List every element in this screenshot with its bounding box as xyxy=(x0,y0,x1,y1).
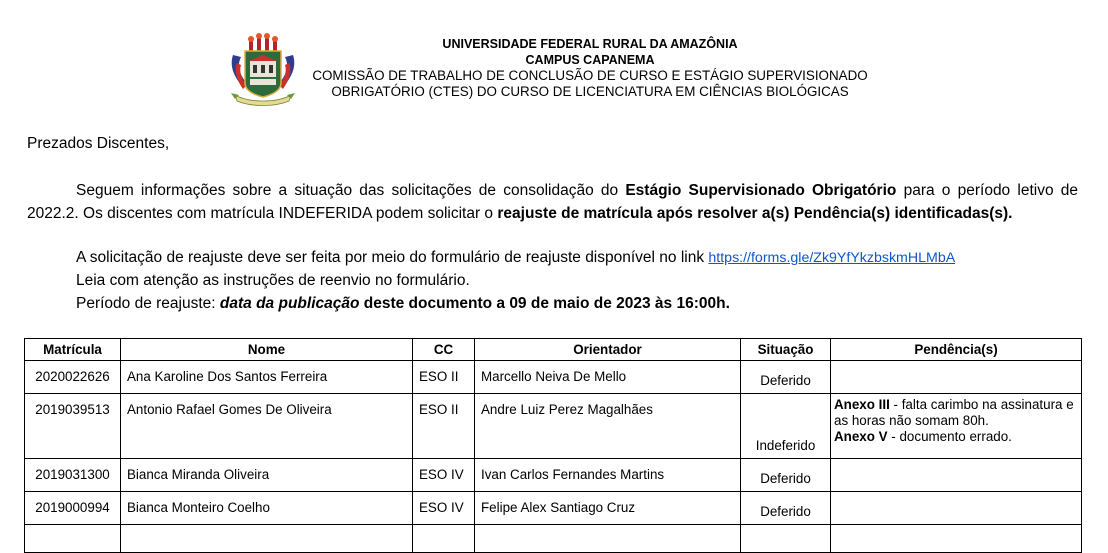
cell-matricula: 2019039513 xyxy=(25,394,121,459)
intro-text-1: Seguem informações sobre a situação das solicitações de consolidação do xyxy=(76,182,626,199)
pendencia-item xyxy=(834,397,1078,429)
cell-empty xyxy=(25,525,121,553)
commission-name-line2: OBRIGATÓRIO (CTES) DO CURSO DE LICENCIATURA EM CIÊNCIAS BIOLÓGICAS xyxy=(331,83,849,99)
cell-nome: Ana Karoline Dos Santos Ferreira xyxy=(121,361,413,394)
adjustment-period xyxy=(76,295,730,313)
commission-name-line1: COMISSÃO DE TRABALHO DE CONCLUSÃO DE CURSO E ESTÁGIO SUPERVISIONADO xyxy=(312,68,868,83)
cell-orientador: Felipe Alex Santiago Cruz xyxy=(475,492,741,525)
col-header-cc: CC xyxy=(413,339,475,361)
cell-situacao: Deferido xyxy=(741,492,831,525)
cell-orientador: Andre Luiz Perez Magalhães xyxy=(475,394,741,459)
cell-orientador: Marcello Neiva De Mello xyxy=(475,361,741,394)
cell-situacao: Indeferido xyxy=(741,394,831,459)
pendencia-label: Anexo V xyxy=(834,429,888,444)
form-instruction-text: A solicitação de reajuste deve ser feita por meio do formulário de reajuste disponível no link xyxy=(76,249,709,266)
cell-cc: ESO IV xyxy=(413,459,475,492)
cell-empty xyxy=(121,525,413,553)
cell-pendencias xyxy=(831,361,1082,394)
university-name: UNIVERSIDADE FEDERAL RURAL DA AMAZÔNIA xyxy=(442,37,738,51)
col-header-matricula: Matrícula xyxy=(25,339,121,361)
table-row xyxy=(25,492,1082,525)
cell-situacao: Deferido xyxy=(741,459,831,492)
form-link[interactable]: https://forms.gle/Zk9YfYkzbskmHLMbA xyxy=(708,250,956,266)
intro-bold-1: Estágio Supervisionado Obrigatório xyxy=(625,182,897,199)
intro-bold-2: reajuste de matrícula após resolver a(s) Pendência(s) identificadas(s). xyxy=(497,205,1013,222)
period-start: data da publicação xyxy=(219,295,360,312)
pendencia-item xyxy=(834,429,1078,445)
cell-nome: Antonio Rafael Gomes De Oliveira xyxy=(121,394,413,459)
cell-pendencias xyxy=(831,459,1082,492)
cell-pendencias xyxy=(831,492,1082,525)
intro-paragraph xyxy=(27,179,1078,225)
coat-of-arms-icon xyxy=(229,33,297,107)
col-header-orientador: Orientador xyxy=(475,339,741,361)
campus-name: CAMPUS CAPANEMA xyxy=(525,52,655,67)
cell-empty xyxy=(475,525,741,553)
cell-situacao: Deferido xyxy=(741,361,831,394)
cell-nome: Bianca Monteiro Coelho xyxy=(121,492,413,525)
table-row xyxy=(25,459,1082,492)
period-end: deste documento a 09 de maio de 2023 às 16:00h. xyxy=(359,295,730,312)
col-header-situacao: Situação xyxy=(741,339,831,361)
cell-empty xyxy=(831,525,1082,553)
pendencia-text: - documento errado. xyxy=(887,429,1012,444)
cell-cc: ESO II xyxy=(413,361,475,394)
table-row xyxy=(25,361,1082,394)
salutation: Prezados Discentes, xyxy=(27,135,170,152)
cell-pendencias xyxy=(831,394,1082,459)
cell-orientador: Ivan Carlos Fernandes Martins xyxy=(475,459,741,492)
results-table xyxy=(24,338,1082,553)
intro-text-2: para o período letivo de 2022.2. Os discentes com matrícula INDEFERIDA podem solicitar o xyxy=(27,182,1078,222)
read-instruction: Leia com atenção as instruções de reenvio no formulário. xyxy=(76,272,470,289)
col-header-pendencias: Pendência(s) xyxy=(831,339,1082,361)
table-header-row xyxy=(25,339,1082,361)
cell-empty xyxy=(413,525,475,553)
pendencia-label: Anexo III xyxy=(834,397,890,412)
table-row xyxy=(25,394,1082,459)
cell-cc: ESO II xyxy=(413,394,475,459)
table-row-partial xyxy=(25,525,1082,553)
cell-matricula: 2019031300 xyxy=(25,459,121,492)
col-header-nome: Nome xyxy=(121,339,413,361)
form-instruction xyxy=(76,249,955,267)
cell-matricula: 2020022626 xyxy=(25,361,121,394)
cell-matricula: 2019000994 xyxy=(25,492,121,525)
cell-cc: ESO IV xyxy=(413,492,475,525)
cell-nome: Bianca Miranda Oliveira xyxy=(121,459,413,492)
period-label: Período de reajuste: xyxy=(76,295,220,312)
pendencia-text: - falta carimbo na assinatura e as horas não somam 80h. xyxy=(834,397,1074,428)
cell-empty xyxy=(741,525,831,553)
